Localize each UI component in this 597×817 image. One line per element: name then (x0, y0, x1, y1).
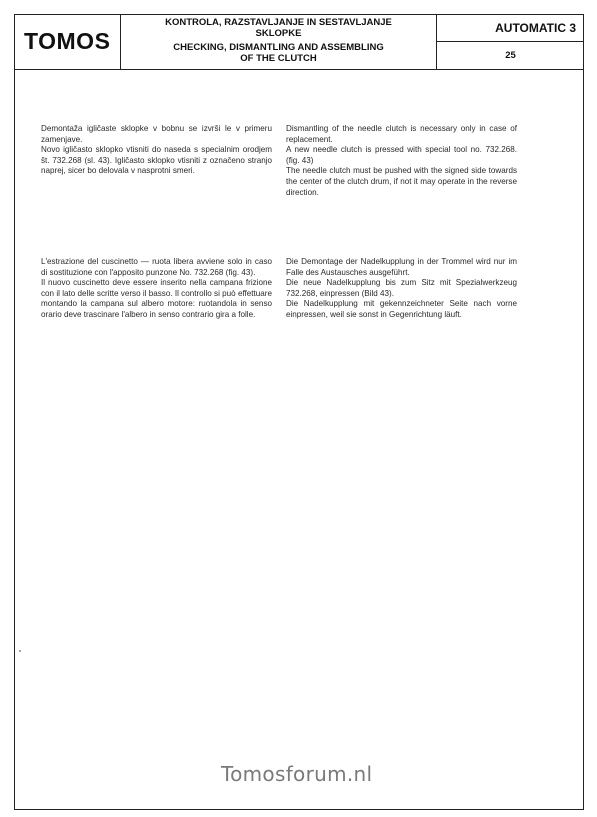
paragraph: L'estrazione del cuscinetto — ruota libera avviene solo in caso di sostituzione con l'apposito punzone No. 732.268 (fig. 43). (41, 257, 272, 277)
meta-cell (437, 14, 584, 69)
model-box (437, 14, 584, 42)
paragraph: Die Demontage der Nadelkupplung in der Trommel wird nur im Falle des Austausches ausgeführt. (286, 257, 517, 277)
watermark: Tomosforum.nl (221, 762, 373, 786)
section-slovenian (41, 124, 272, 177)
logo-cell (14, 14, 121, 69)
title-cell (121, 14, 437, 69)
paragraph: Demontaža igličaste sklopke v bobnu se izvrši le v primeru zamenjave. (41, 124, 272, 144)
title-line-3: CHECKING, DISMANTLING AND ASSEMBLING (173, 42, 384, 53)
section-italian (41, 257, 272, 321)
section-english (286, 124, 517, 198)
title-line-4: OF THE CLUTCH (240, 53, 317, 64)
paragraph: Novo igličasto sklopko vtisniti do naseda s specialnim orodjem št. 732.268 (sl. 43). Igličasto sklopko vtisniti z označeno stranjo naprej, sicer bo delovala v nasprotni smeri. (41, 145, 272, 176)
title-line-1: KONTROLA, RAZSTAVLJANJE IN SESTAVLJANJE (165, 17, 392, 28)
scan-speck (19, 650, 21, 652)
paragraph: Il nuovo cuscinetto deve essere inserito nella campana frizione con il lato delle scritte verso il basso. Il controllo si può effettuare montando la campana sul albero motore: ruotandola in senso orario deve trascinare l'albero in senso contrario gira a folle. (41, 278, 272, 319)
paragraph: Dismantling of the needle clutch is necessary only in case of replacement. (286, 124, 517, 144)
brand-logo: TOMOS (24, 28, 111, 54)
paragraph: Die Nadelkupplung mit gekennzeichneter Seite nach vorne einpressen, weil sie sonst in Gegenrichtung läuft. (286, 299, 517, 319)
paragraph: A new needle clutch is pressed with special tool no. 732.268. (fig. 43) (286, 145, 517, 165)
paragraph: The needle clutch must be pushed with the signed side towards the center of the clutch drum, if not it may operate in the reverse direction. (286, 166, 517, 197)
page-number: 25 (505, 50, 516, 61)
section-german (286, 257, 517, 321)
paragraph: Die neue Nadelkupplung bis zum Sitz mit Spezialwerkzeug 732.268, einpressen (Bild 43). (286, 278, 517, 298)
title-line-2: SKLOPKE (255, 28, 302, 39)
model-label: AUTOMATIC 3 (495, 21, 576, 35)
page-header (14, 14, 584, 70)
